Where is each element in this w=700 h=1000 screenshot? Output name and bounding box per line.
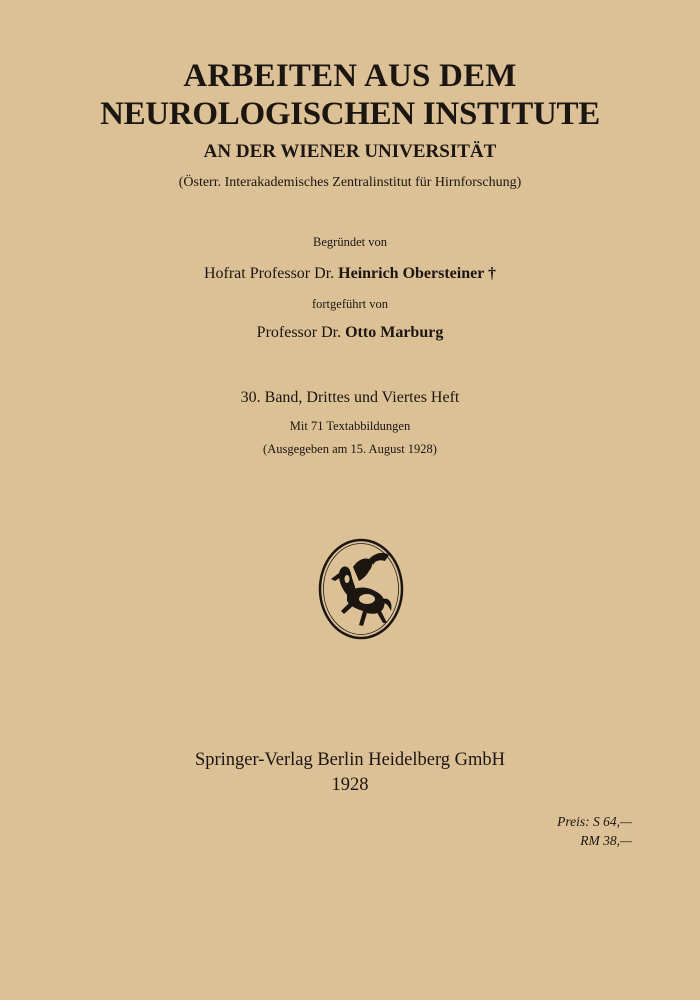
price-reichsmark: RM 38,— xyxy=(580,833,632,848)
institution: AN DER WIENER UNIVERSITÄT xyxy=(203,141,497,162)
institution-note: (Österr. Interakademisches Zentralinstitut für Hirnforschung) xyxy=(178,175,522,190)
publisher-name: Springer-Verlag Berlin Heidelberg GmbH xyxy=(194,750,506,770)
series-title-line2: NEUROLOGISCHEN INSTITUTE xyxy=(100,96,600,132)
series-title-line1: ARBEITEN AUS DEM xyxy=(183,58,517,94)
founder-surname: Heinrich Obersteiner † xyxy=(338,265,497,282)
founder-prefix: Begründet von xyxy=(313,235,387,249)
illustrations-note: Mit 71 Textabbildungen xyxy=(289,419,411,433)
price-block xyxy=(557,812,632,850)
publication-year: 1928 xyxy=(331,775,369,795)
continuer-title: Professor Dr. xyxy=(256,324,342,341)
springer-emblem-icon xyxy=(317,537,405,641)
continuer-surname: Otto Marburg xyxy=(345,324,444,341)
price-schilling: Preis: S 64,— xyxy=(557,814,632,829)
continuer-name xyxy=(0,324,700,342)
founder-name xyxy=(0,265,700,283)
continuer-prefix: fortgeführt von xyxy=(311,297,389,311)
issue-date: (Ausgegeben am 15. August 1928) xyxy=(263,442,437,456)
volume-line: 30. Band, Drittes und Viertes Heft xyxy=(240,389,460,406)
founder-title: Hofrat Professor Dr. xyxy=(203,265,335,282)
